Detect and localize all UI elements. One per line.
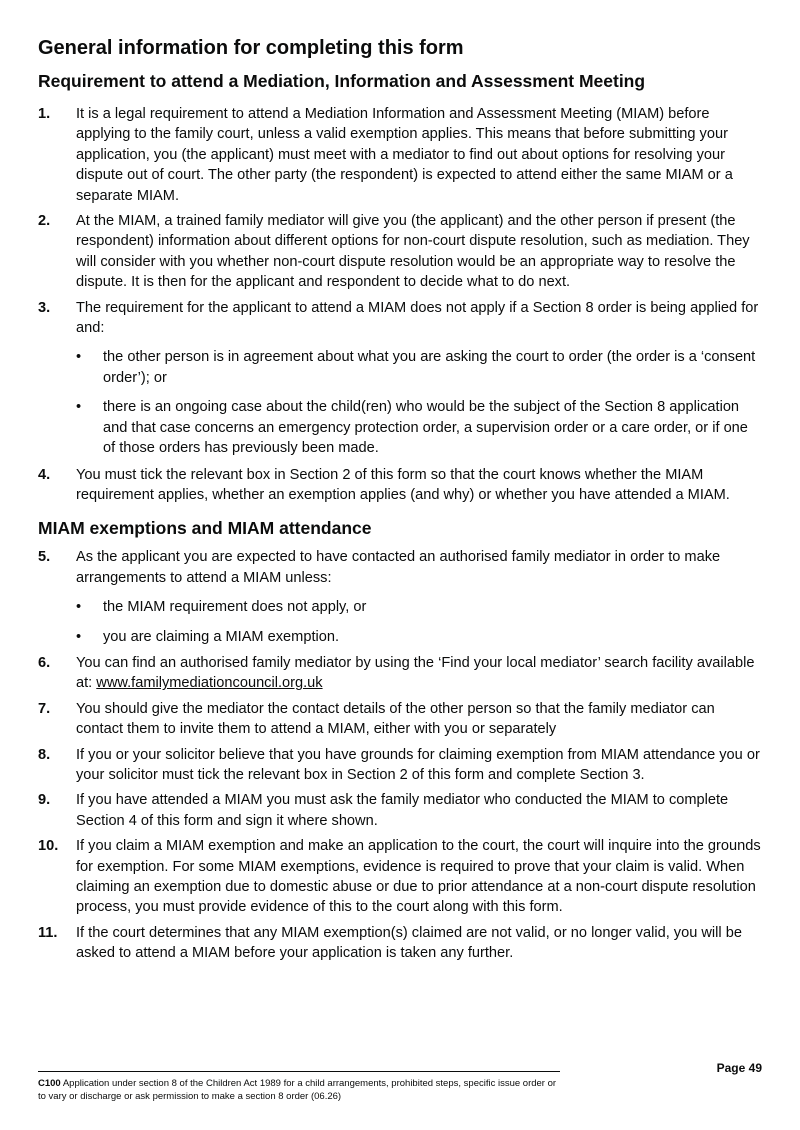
list-item: [38, 699, 762, 740]
mediation-council-link[interactable]: www.familymediationcouncil.org.uk: [96, 675, 323, 692]
footer-divider: [38, 1071, 560, 1072]
form-code: C100: [38, 1078, 61, 1089]
bullet-text: the other person is in agreement about what you are asking the court to order (the order is a ‘consent order’); or: [103, 349, 756, 386]
item-number: 3.: [38, 299, 51, 316]
item-text: If you have attended a MIAM you must ask the family mediator who conducted the MIAM to complete Section 4 of this form and sign it where shown.: [76, 792, 729, 829]
bullet-item: [76, 627, 762, 647]
document-page: [38, 34, 762, 969]
form-description: Application under section 8 of the Children Act 1989 for a child arrangements, prohibited steps, specific issue order or to vary or discharge or ask permission to make a section 8 order (06.26): [38, 1078, 557, 1102]
list-item: [38, 653, 762, 694]
item-text: You must tick the relevant box in Section 2 of this form so that the court knows whether the MIAM requirement applies, whether an exemption applies (and why) or whether you have attended a MIAM.: [76, 466, 730, 503]
bullet-icon: •: [76, 599, 82, 616]
list-item: [38, 836, 762, 918]
item-text: You should give the mediator the contact details of the other person so that the family mediator can contact them to invite them to attend a MIAM, either with you or separately: [76, 700, 715, 738]
list-item: [38, 298, 762, 339]
item-number: 7.: [38, 700, 51, 717]
item-number: 11.: [38, 924, 58, 941]
item-number: 5.: [38, 549, 51, 566]
item-text: [76, 653, 762, 694]
item-text: The requirement for the applicant to attend a MIAM does not apply if a Section 8 order is being applied for and:: [76, 299, 759, 337]
item-text: If you or your solicitor believe that you have grounds for claiming exemption from MIAM attendance you or your solicitor must tick the relevant box in Section 2 of this form and complete Section 3.: [76, 746, 760, 783]
bullet-item: [76, 597, 762, 617]
item-text: It is a legal requirement to attend a Mediation Information and Assessment Meeting (MIAM) before applying to the family court, unless a valid exemption applies. This means that before submitting your application, you (the applicant) must meet with a mediator to find out about options for resolving your dispute out of court. The other party (the respondent) is expected to attend either the same MIAM or a separate MIAM.: [76, 106, 733, 204]
list-item: [38, 745, 762, 786]
section-heading-exemptions: MIAM exemptions and MIAM attendance: [38, 518, 372, 539]
item-number: 1.: [38, 106, 51, 122]
bullet-icon: •: [76, 628, 82, 645]
page-title: General information for completing this form: [38, 37, 464, 59]
bullet-icon: •: [76, 349, 82, 366]
bullet-icon: •: [76, 399, 82, 416]
bullet-text: the MIAM requirement does not apply, or: [103, 599, 367, 616]
item-text: At the MIAM, a trained family mediator will give you (the applicant) and the other person if present (the respondent) information about different options for non-court dispute resolution, such as mediation. They will consider with you whether non-court dispute resolution would be an appropriate way to resolve the dispute. It is then for the applicant and respondent to decide what to do next.: [76, 213, 750, 291]
item-text-lead: You can find an authorised family mediator by using the ‘Find your local mediator’ search facility available at:: [76, 654, 755, 692]
item-number: 4.: [38, 466, 51, 483]
item-number: 10.: [38, 838, 59, 855]
bullet-item: [76, 347, 762, 388]
bullet-text: there is an ongoing case about the child(ren) who would be the subject of the Section 8 application and that case concerns an emergency protection order, a supervision order or a care order, or if one of those orders has previously been made.: [103, 399, 748, 457]
bullet-item: [76, 397, 762, 458]
item-number: 9.: [38, 792, 51, 809]
item5-bullet-list: [76, 597, 762, 647]
list-item: [38, 790, 762, 831]
item-text: If you claim a MIAM exemption and make an application to the court, the court will inquire into the grounds for exemption. For some MIAM exemptions, evidence is required to prove that your claim is valid. When claiming an exemption due to domestic abuse or due to prior attendance at a non-court dispute resolution process, you must provide evidence of this to the court along with this form.: [76, 838, 761, 916]
bullet-text: you are claiming a MIAM exemption.: [103, 628, 340, 645]
list-item: [38, 465, 762, 506]
item-number: 2.: [38, 213, 51, 230]
list-item: [38, 211, 762, 293]
item-number: 8.: [38, 746, 51, 763]
section-heading-miam-requirement: Requirement to attend a Mediation, Information and Assessment Meeting: [38, 71, 646, 91]
list-item: [38, 547, 762, 588]
item-number: 6.: [38, 654, 51, 671]
list-item: [38, 104, 762, 206]
item-text: If the court determines that any MIAM exemption(s) claimed are not valid, or no longer valid, you will be asked to attend a MIAM before your application is taken any further.: [76, 924, 742, 962]
page-number: Page 49: [716, 1061, 762, 1075]
item3-bullet-list: [76, 347, 762, 458]
footer-form-description: [38, 1077, 558, 1103]
item-text: As the applicant you are expected to have contacted an authorised family mediator in order to make arrangements to attend a MIAM unless:: [76, 549, 721, 586]
list-item: [38, 923, 762, 964]
